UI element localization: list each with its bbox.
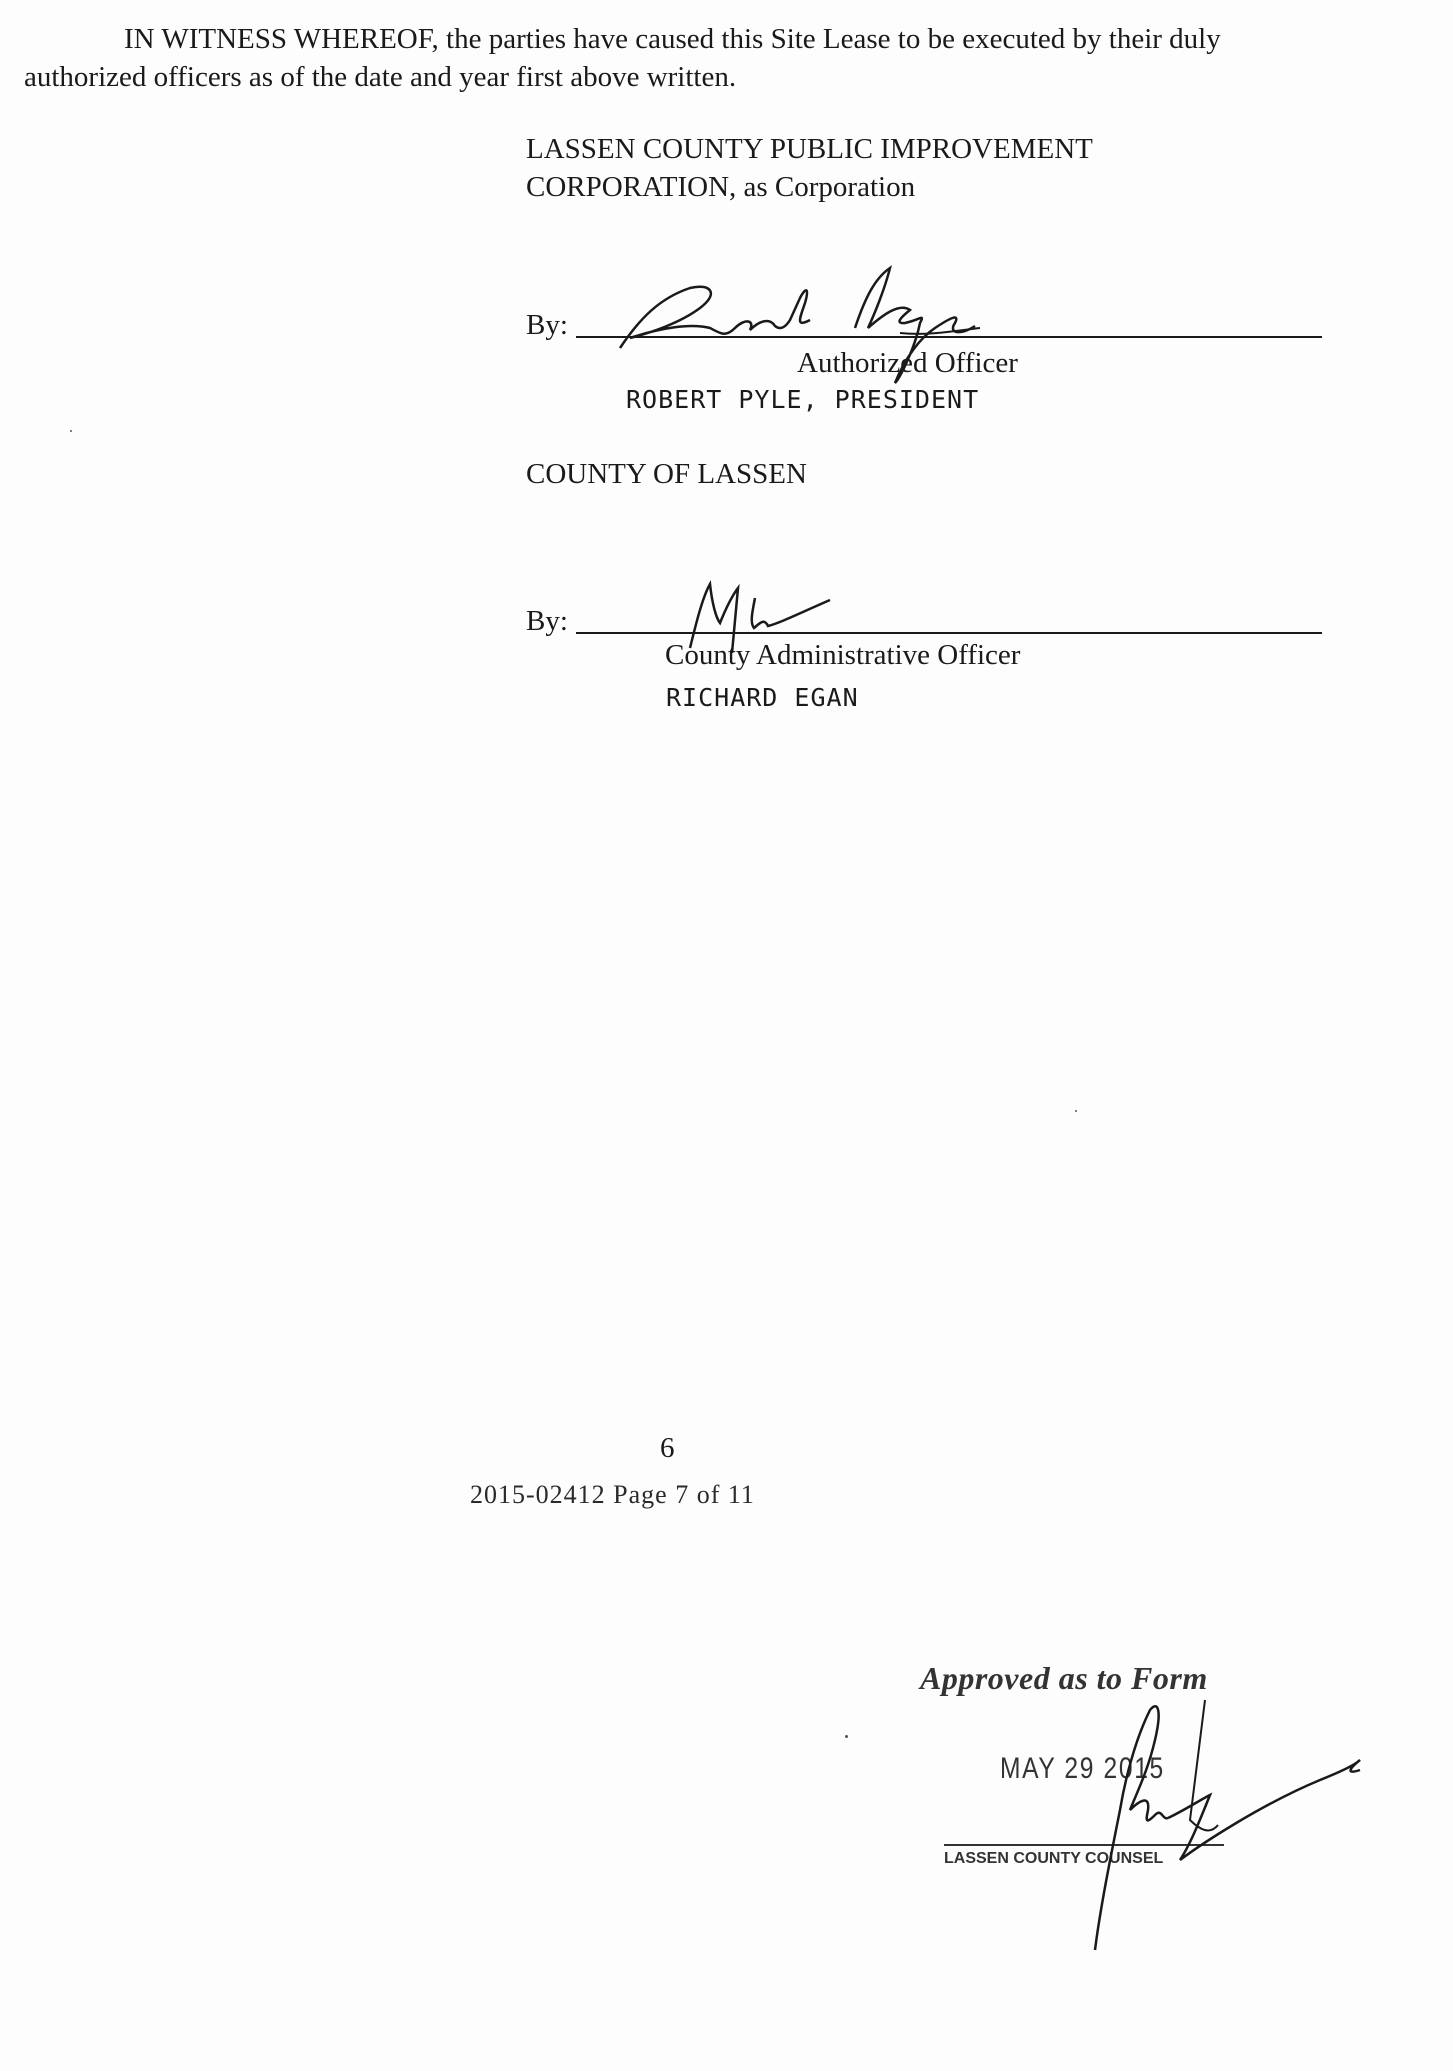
stamp-title: Approved as to Form xyxy=(920,1660,1208,1696)
corporation-name-line1: LASSEN COUNTY PUBLIC IMPROVEMENT xyxy=(526,133,1093,165)
stamp-date: MAY 29 2015 xyxy=(1000,1752,1165,1785)
scan-speck xyxy=(845,1735,848,1738)
approval-stamp xyxy=(900,1660,1420,1960)
county-signer-name: RICHARD EGAN xyxy=(666,683,859,712)
stamp-office: LASSEN COUNTY COUNSEL xyxy=(944,1844,1224,1868)
scan-speck xyxy=(70,430,72,432)
corporation-name-line2: CORPORATION, as Corporation xyxy=(526,171,916,203)
county-signature-row xyxy=(526,596,1322,636)
footer-text: 2015-02412 Page 7 of 11 xyxy=(470,1480,755,1509)
footer-recording-stamp xyxy=(470,1480,850,1509)
county-name: COUNTY OF LASSEN xyxy=(526,458,807,490)
county-signer-title: County Administrative Officer xyxy=(665,639,1021,671)
scan-speck xyxy=(1075,1110,1077,1112)
by-label: By: xyxy=(526,309,568,341)
by-label: By: xyxy=(526,605,568,637)
corporation-signer-name: ROBERT PYLE, PRESIDENT xyxy=(626,385,980,414)
page-number: 6 xyxy=(660,1432,675,1464)
corporation-signer-title: Authorized Officer xyxy=(797,347,1018,379)
corporation-block xyxy=(526,130,1286,206)
counsel-signature xyxy=(900,1660,1420,1960)
witness-paragraph: IN WITNESS WHEREOF, the parties have caused this Site Lease to be executed by their duly authorized officers as of the date and year first above written. xyxy=(24,23,1221,93)
